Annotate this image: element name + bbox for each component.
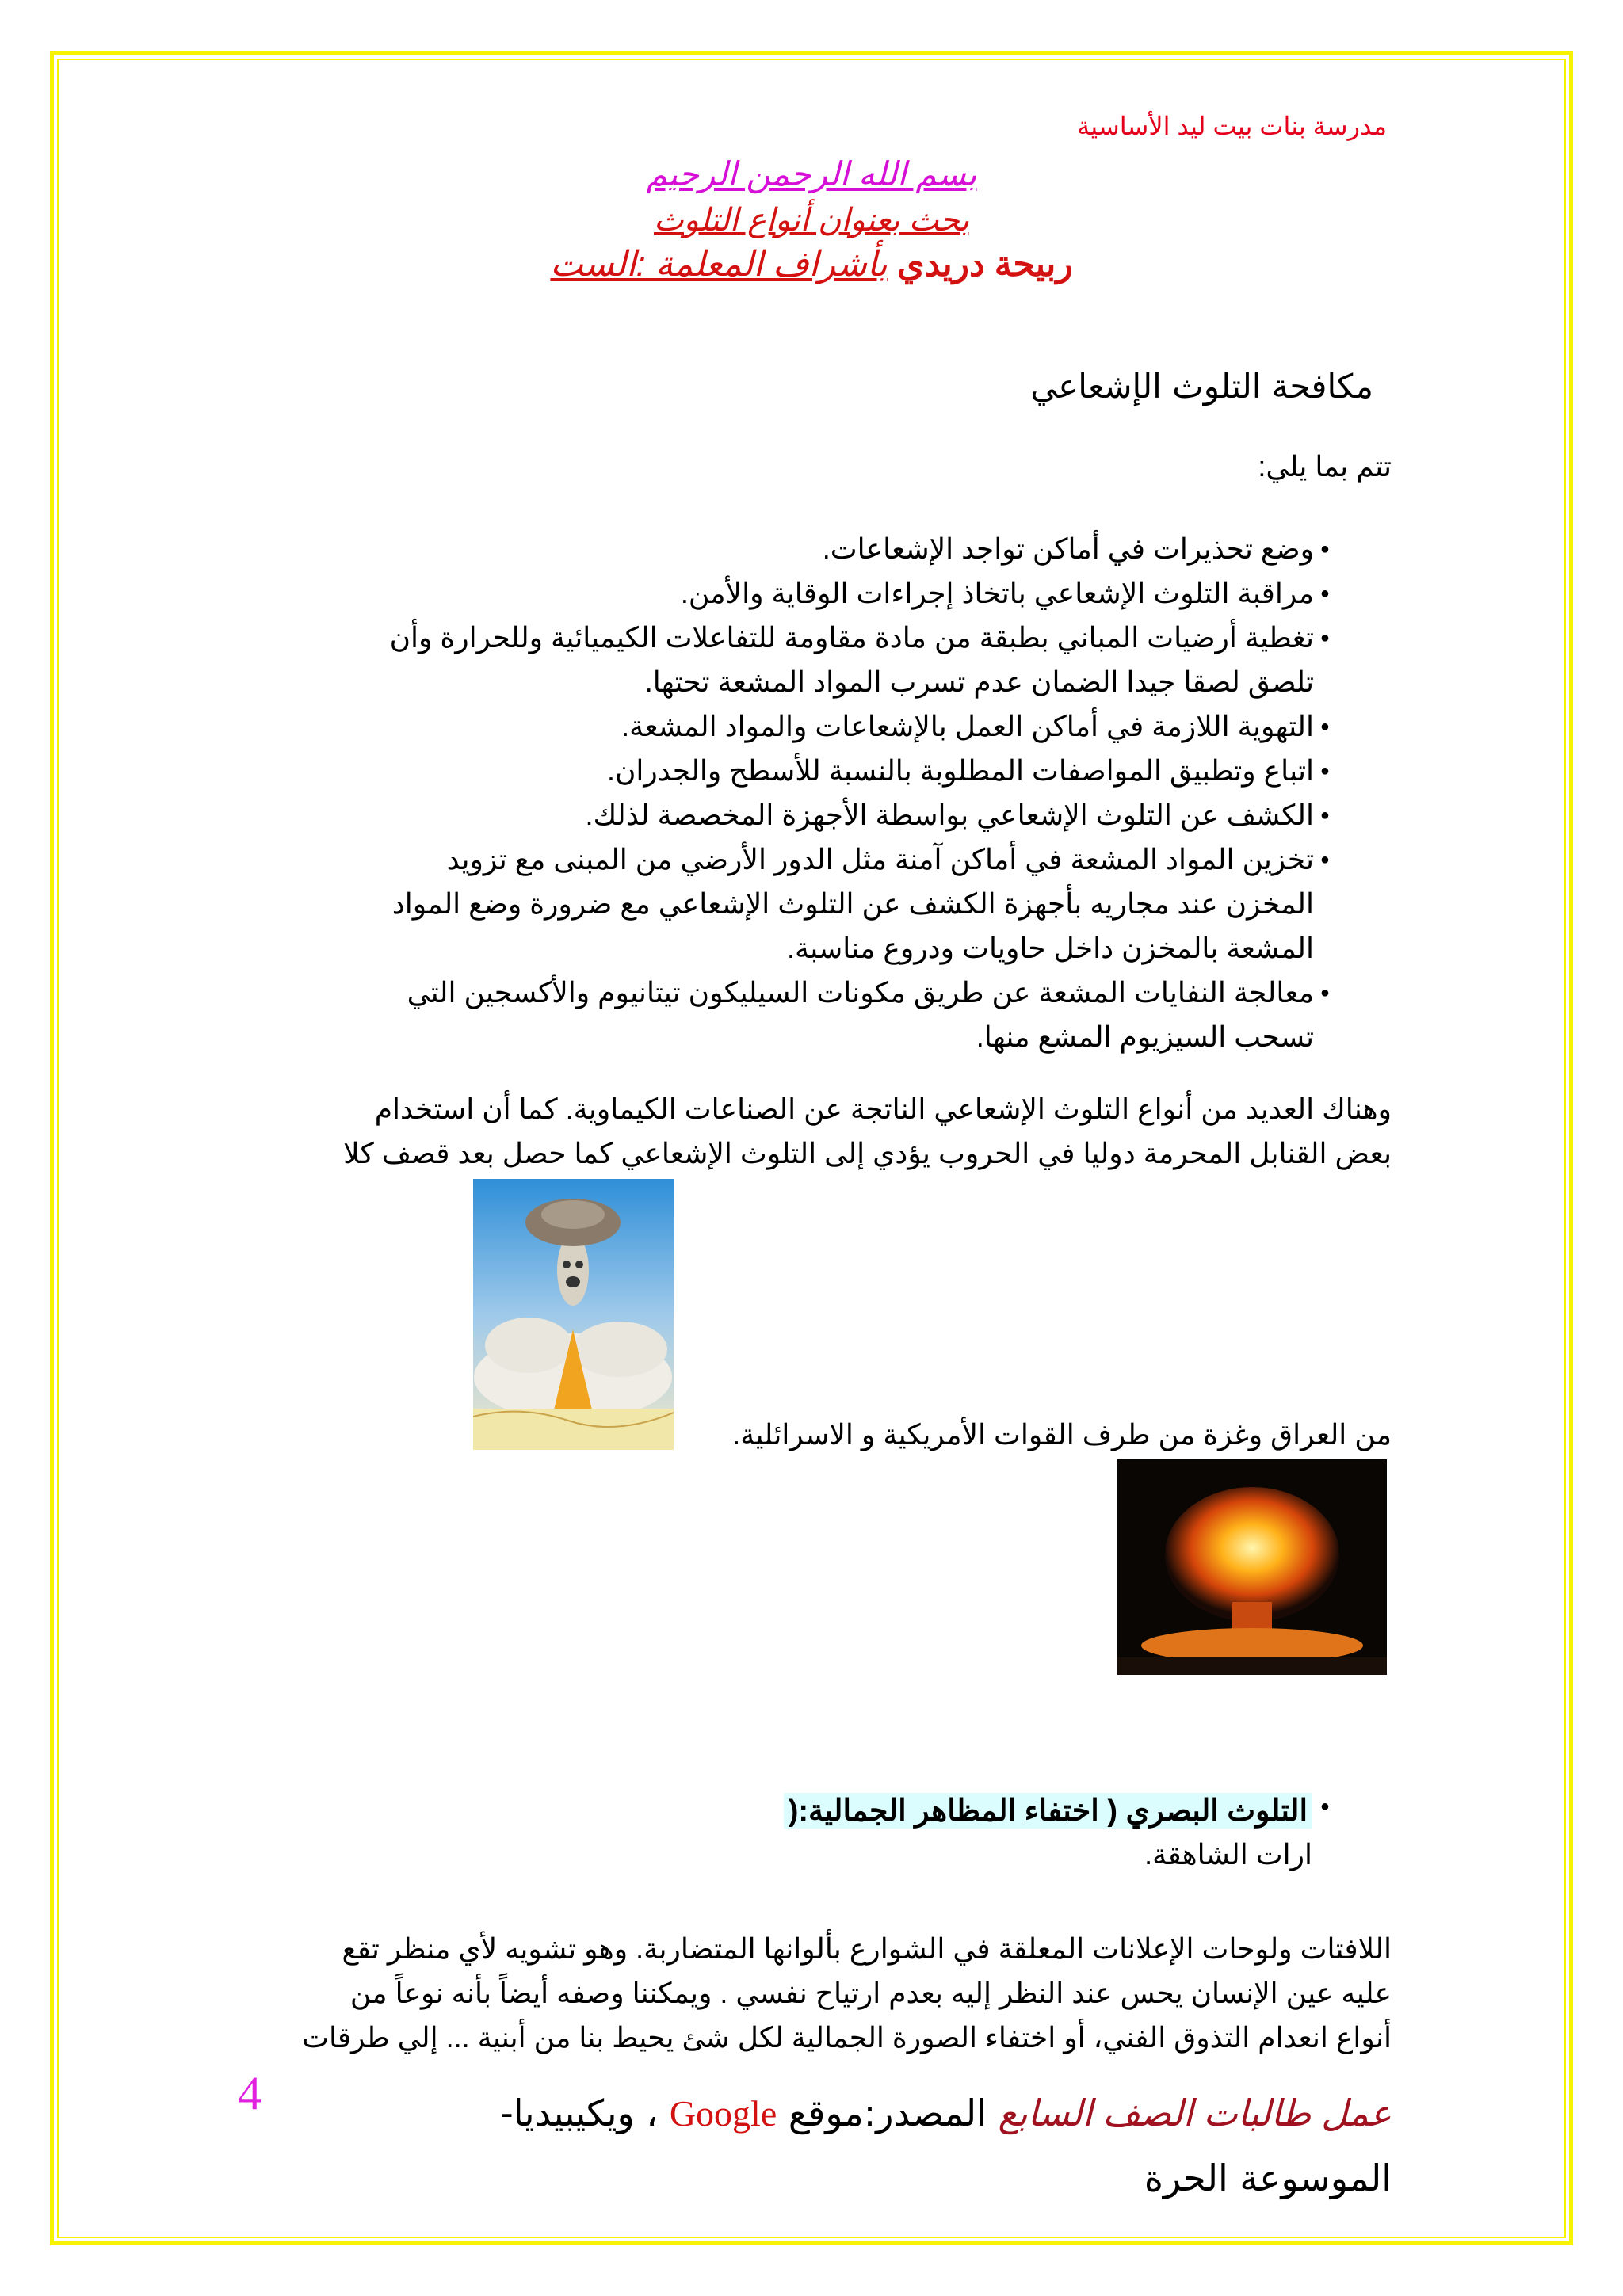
- list-item: [315, 837, 1314, 971]
- list-item-text: ● تخزين المواد المشعة في أماكن آمنة مثل الدور الأرضي من المبنى مع تزويد: [446, 843, 1314, 875]
- visual-pollution-heading: ● التلوث البصري ( اختفاء المظاهر الجمالية:(: [784, 1793, 1312, 1829]
- basmala: بسم الله الرحمن الرحيم: [646, 155, 977, 193]
- list-item: [315, 749, 1314, 793]
- supervisor-label: بأشراف المعلمة :الست: [550, 245, 888, 284]
- paragraph-visual-pollution: [227, 1927, 1392, 2060]
- list-item-text: ● التهوية اللازمة في أماكن العمل بالإشعاعات والمواد المشعة.: [621, 710, 1314, 742]
- list-item-text: ● تغطية أرضيات المباني بطبقة من مادة مقاومة للتفاعلات الكيميائية وللحرارة وأن: [389, 621, 1314, 654]
- footer-source: المصدر:موقع: [788, 2092, 987, 2134]
- school-name: مدرسة بنات بيت ليد الأساسية: [1077, 112, 1387, 140]
- list-item-text: تسحب السيزيوم المشع منها.: [976, 1020, 1314, 1053]
- list-item: [315, 571, 1314, 616]
- paragraph-line: اللافتات ولوحات الإعلانات المعلقة في الشوارع بألوانها المتضاربة. وهو تشويه لأي منظر تقع: [342, 1932, 1392, 1965]
- section-intro: تتم بما يلي:: [1258, 450, 1392, 482]
- footer-work: عمل طالبات الصف السابع: [998, 2092, 1392, 2134]
- list-item-text: ● وضع تحذيرات في أماكن تواجد الإشعاعات.: [822, 532, 1314, 565]
- bullet-list: [315, 527, 1314, 1059]
- paragraph-line: بعض القنابل المحرمة دوليا في الحروب يؤدي إلى التلوث الإشعاعي كما حصل بعد قصف كلا: [343, 1137, 1392, 1169]
- paragraph-line: أنواع انعدام التذوق الفني، أو اختفاء الصورة الجمالية لكل شئ يحيط بنا من أبنية ... إلي طرقات: [302, 2021, 1392, 2054]
- list-item: [315, 793, 1314, 837]
- page-number: 4: [238, 2067, 262, 2119]
- list-item: [315, 971, 1314, 1059]
- visual-pollution-subtext: ارات الشاهقة.: [1144, 1838, 1312, 1871]
- section-title: مكافحة التلوث الإشعاعي: [1030, 367, 1373, 406]
- list-item-text: ● معالجة النفايات المشعة عن طريق مكونات السيليكون تيتانيوم والأكسجين التي: [407, 976, 1314, 1009]
- paragraph-line: وهناك العديد من أنواع التلوث الإشعاعي الناتجة عن الصناعات الكيماوية. كما أن استخدام: [374, 1093, 1392, 1125]
- list-item: [315, 527, 1314, 571]
- paragraph-continuation: من العراق وغزة من طرف القوات الأمريكية و الاسرائلية.: [732, 1418, 1392, 1451]
- supervisor-line: [0, 244, 1623, 284]
- cartoon-explosion-image: [473, 1179, 674, 1450]
- footer-line2: الموسوعة الحرة: [1144, 2157, 1392, 2199]
- nuclear-explosion-photo: [1117, 1459, 1387, 1675]
- footer-google: Google: [669, 2093, 777, 2134]
- footer-rest: ، ويكيبيديا-: [500, 2092, 659, 2134]
- list-item-text: تلصق لصقا جيدا الضمان عدم تسرب المواد المشعة تحتها.: [644, 666, 1314, 698]
- list-item: [315, 704, 1314, 749]
- research-title: بحث بعنوان أنواع التلوث: [653, 203, 970, 238]
- list-item-text: ● مراقبة التلوث الإشعاعي باتخاذ إجراءات الوقاية والأمن.: [680, 577, 1314, 609]
- supervisor-name: ربيحة دريدي: [896, 245, 1073, 284]
- list-item-text: المخزن عند مجاريه بأجهزة الكشف عن التلوث الإشعاعي مع ضرورة وضع المواد: [391, 887, 1314, 920]
- footer-credit: [500, 2092, 1392, 2134]
- paragraph-line: عليه عين الإنسان يحس عند النظر إليه بعدم ارتياح نفسي . ويمكننا وصفه أيضاً بأنه نوعاً من: [349, 1977, 1392, 2009]
- list-item: [315, 616, 1314, 704]
- list-item-text: ● اتباع وتطبيق المواصفات المطلوبة بالنسبة للأسطح والجدران.: [606, 754, 1314, 787]
- list-item-text: ● الكشف عن التلوث الإشعاعي بواسطة الأجهزة المخصصة لذلك.: [585, 799, 1314, 831]
- paragraph-radiation: [227, 1087, 1392, 1176]
- list-item-text: المشعة بالمخزن داخل حاويات ودروع مناسبة.: [786, 932, 1314, 964]
